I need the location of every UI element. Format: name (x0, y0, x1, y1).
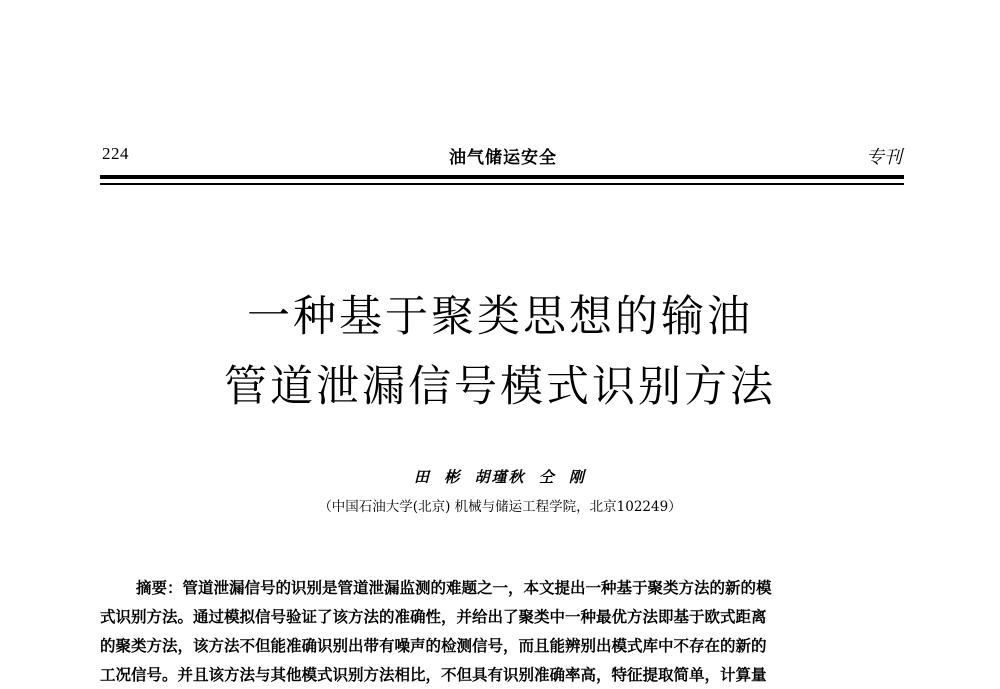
journal-name: 油气储运安全 (449, 148, 557, 168)
abstract-line: 式识别方法。通过模拟信号验证了该方法的准确性，并给出了聚类中一种最优方法即基于欧式距离 (100, 607, 767, 626)
abstract-line: 摘要：管道泄漏信号的识别是管道泄漏监测的难题之一，本文提出一种基于聚类方法的新的模 (136, 578, 772, 597)
title-line-1: 一种基于聚类思想的输油 (247, 292, 753, 342)
affiliation: （中国石油大学(北京) 机械与储运工程学院，北京102249） (318, 499, 682, 515)
running-header (102, 140, 904, 170)
issue-label: 专刊 (866, 147, 902, 168)
title-line-2: 管道泄漏信号模式识别方法 (224, 362, 776, 412)
abstract-line: 的聚类方法，该方法不但能准确识别出带有噪声的检测信号，而且能辨别出模式库中不存在的新的 (100, 636, 767, 655)
page-number: 224 (102, 144, 129, 163)
header-rule-thick (100, 175, 904, 179)
paper-title (0, 282, 1000, 422)
header-rule-thin (100, 183, 904, 185)
abstract (100, 573, 904, 689)
author-list: 田 彬 胡瑾秋 仝 刚 (414, 468, 586, 486)
abstract-line: 工况信号。并且该方法与其他模式识别方法相比，不但具有识别准确率高，特征提取简单，计算量 (100, 665, 767, 684)
